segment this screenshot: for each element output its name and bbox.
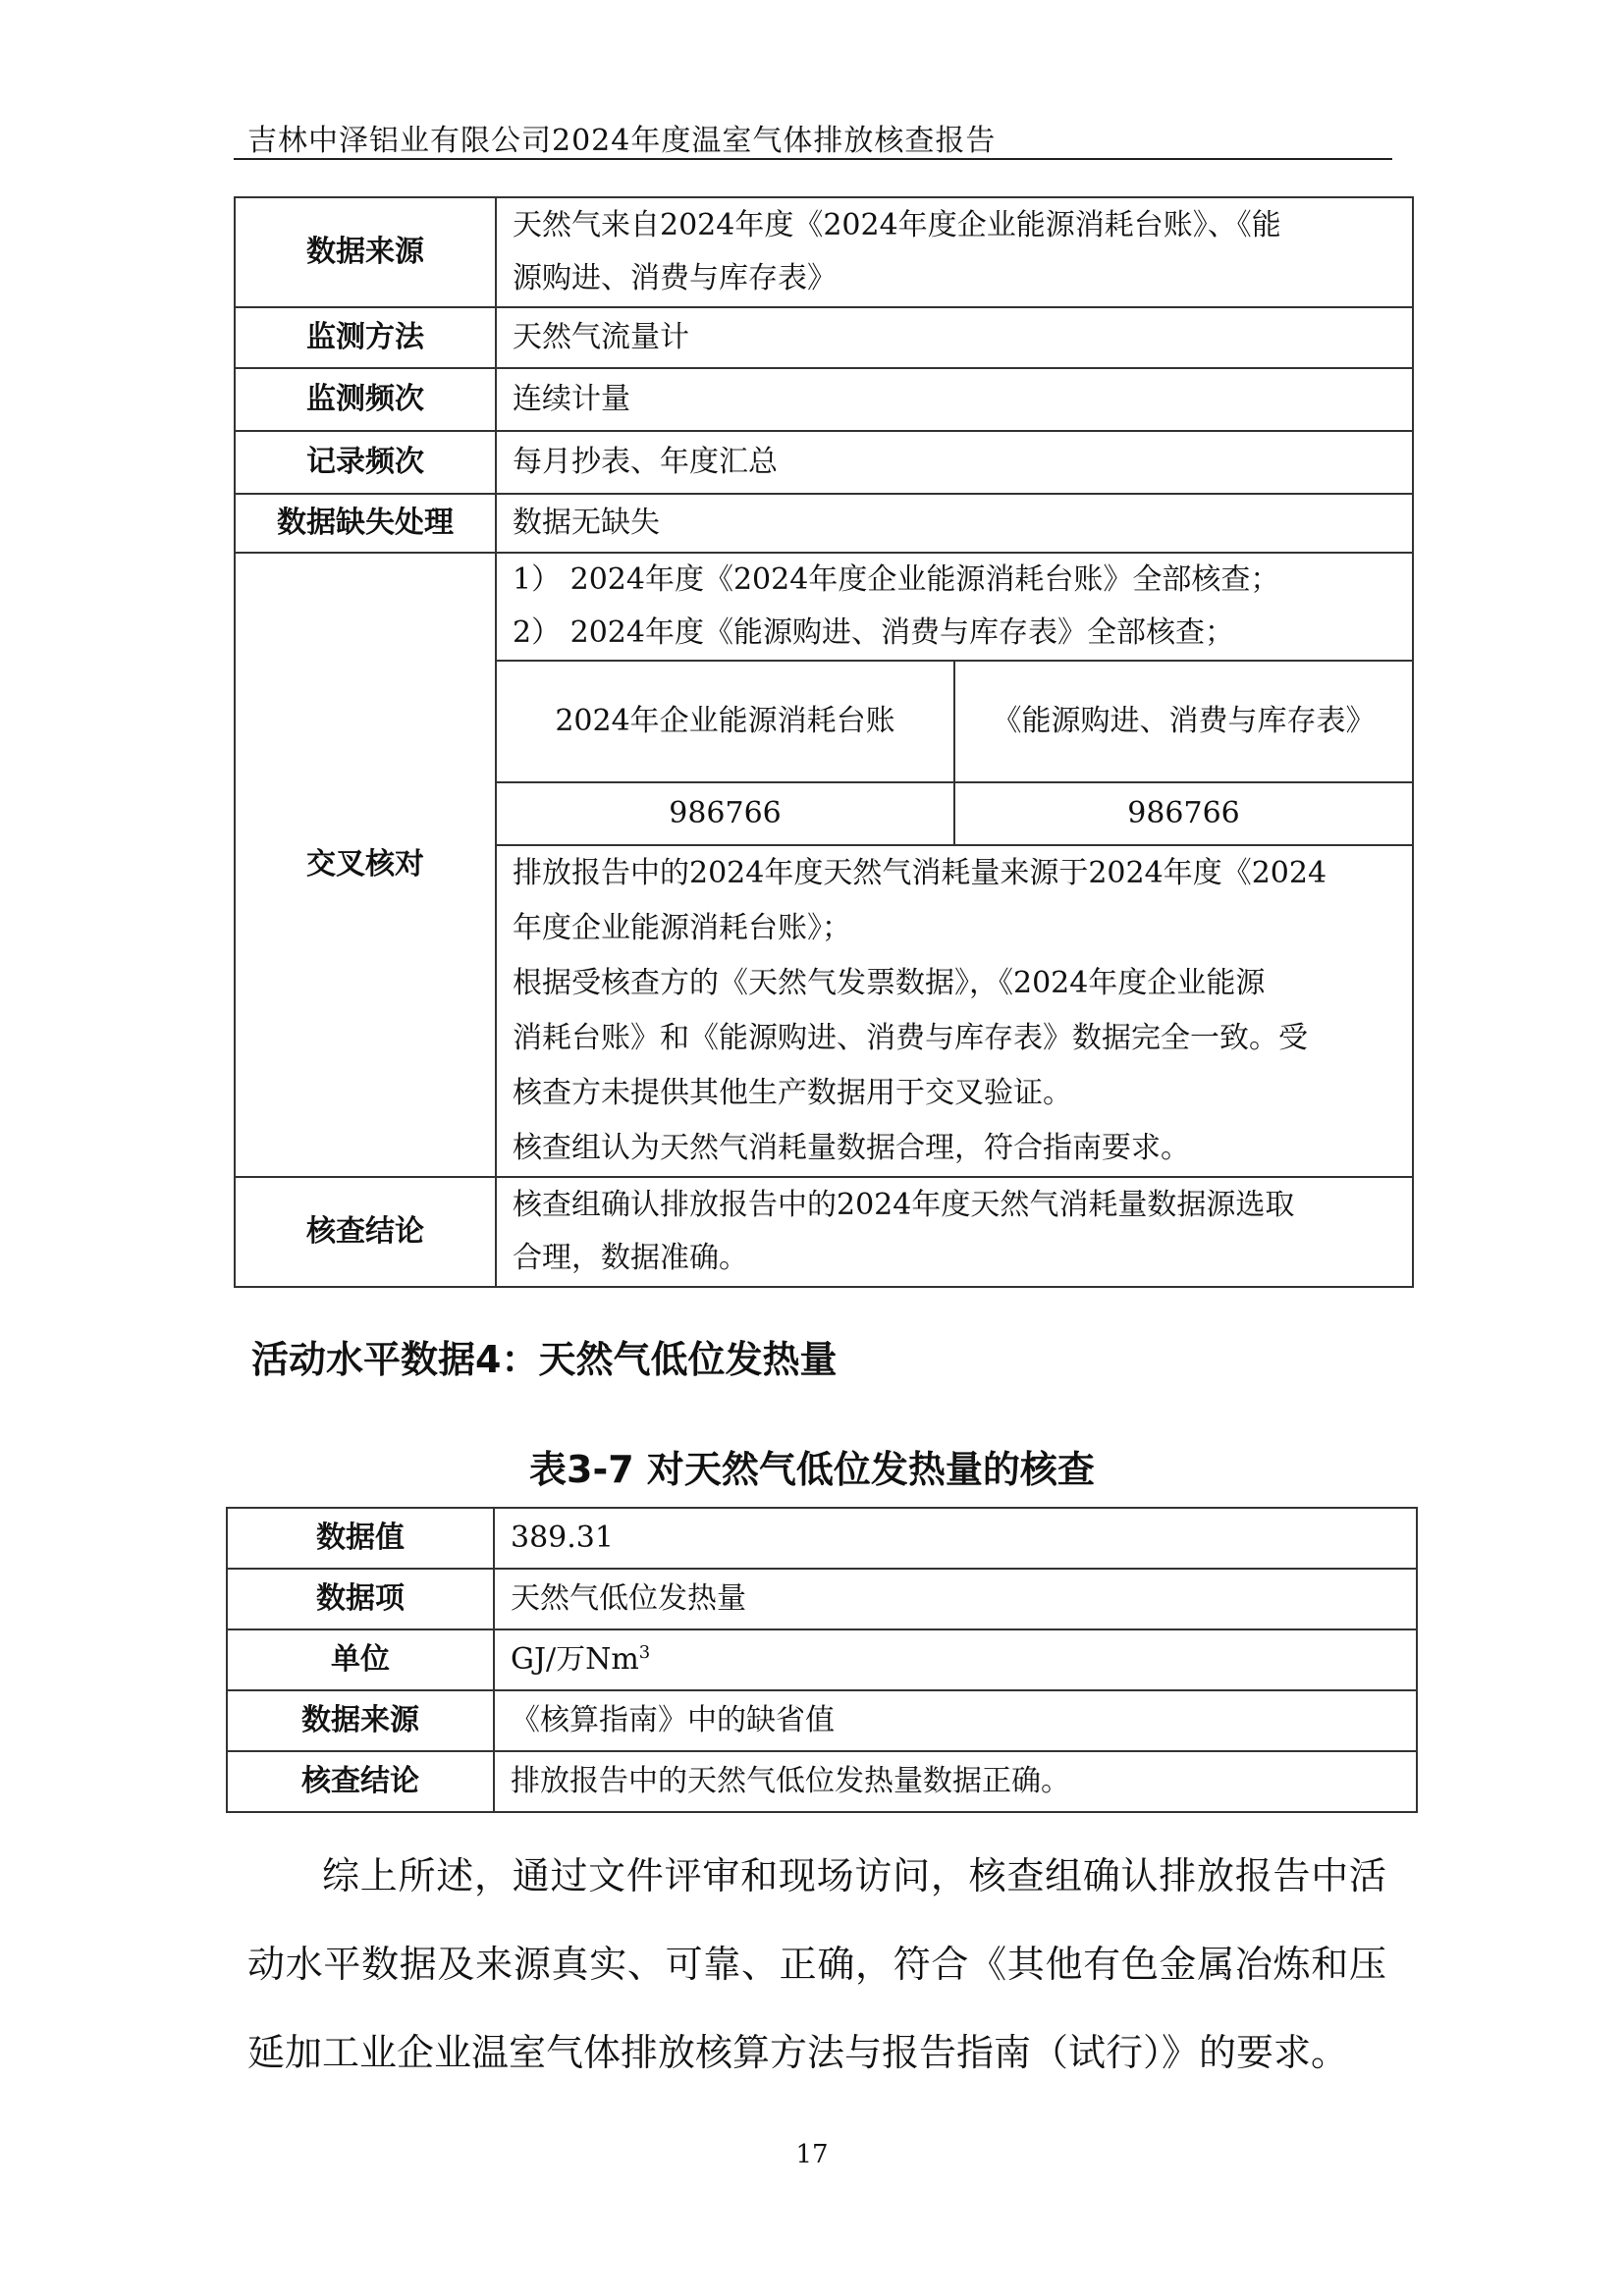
comparison-header: 《能源购进、消费与库存表》 <box>954 661 1412 782</box>
header-divider <box>234 158 1392 160</box>
table-row <box>235 431 1413 494</box>
row-value: 排放报告中的天然气低位发热量数据正确。 <box>494 1751 1417 1812</box>
cross-check-cell <box>496 553 1413 1177</box>
row-value: 天然气低位发热量 <box>494 1569 1417 1629</box>
row-label: 单位 <box>227 1629 494 1690</box>
value-line: 源购进、消费与库存表》 <box>513 261 837 295</box>
comparison-value: 986766 <box>497 782 954 845</box>
row-label: 交叉核对 <box>235 553 496 1177</box>
cross-check-note-line: 核查组认为天然气消耗量数据合理，符合指南要求。 <box>513 1131 1190 1165</box>
row-value: 数据无缺失 <box>496 494 1413 553</box>
natural-gas-consumption-table <box>234 196 1414 1288</box>
comparison-header: 2024年企业能源消耗台账 <box>497 661 954 782</box>
table-row <box>227 1690 1417 1751</box>
section-heading: 活动水平数据4：天然气低位发热量 <box>251 1338 838 1381</box>
row-label: 数据来源 <box>227 1690 494 1751</box>
row-value <box>496 1177 1413 1287</box>
table-row <box>227 1508 1417 1569</box>
cross-check-note-line: 消耗台账》和《能源购进、消费与库存表》数据完全一致。受 <box>513 1021 1308 1055</box>
unit-text: GJ/万Nm <box>511 1642 639 1677</box>
table-row-cross-check <box>235 553 1413 1177</box>
row-value: 天然气流量计 <box>496 307 1413 368</box>
row-label: 监测频次 <box>235 368 496 431</box>
summary-paragraph: 综上所述，通过文件评审和现场访问，核查组确认排放报告中活动水平数据及来源真实、可靠、正确，符合《其他有色金属冶炼和压延加工业企业温室气体排放核算方法与报告指南（试行）》的要求。 <box>247 1854 1386 2074</box>
cross-check-note-line: 根据受核查方的《天然气发票数据》，《2024年度企业能源 <box>513 966 1266 1000</box>
cross-check-intro-line: 1） 2024年度《2024年度企业能源消耗台账》全部核查； <box>513 562 1280 597</box>
row-label: 数据来源 <box>235 197 496 307</box>
row-value: 《核算指南》中的缺省值 <box>494 1690 1417 1751</box>
cross-check-note-line: 核查方未提供其他生产数据用于交叉验证。 <box>513 1076 1072 1110</box>
table-row <box>235 307 1413 368</box>
row-value <box>494 1629 1417 1690</box>
row-value: 每月抄表、年度汇总 <box>496 431 1413 494</box>
row-label: 记录频次 <box>235 431 496 494</box>
comparison-value: 986766 <box>954 782 1412 845</box>
table-caption: 表3-7 对天然气低位发热量的核查 <box>529 1448 1095 1491</box>
row-label: 核查结论 <box>227 1751 494 1812</box>
table-row <box>227 1569 1417 1629</box>
row-label: 数据值 <box>227 1508 494 1569</box>
value-line: 核查组确认排放报告中的2024年度天然气消耗量数据源选取 <box>513 1188 1295 1222</box>
heating-value-table <box>226 1507 1418 1813</box>
row-label: 数据项 <box>227 1569 494 1629</box>
row-label: 核查结论 <box>235 1177 496 1287</box>
row-value: 连续计量 <box>496 368 1413 431</box>
table-row <box>227 1751 1417 1812</box>
table-row <box>235 1177 1413 1287</box>
row-value: 389.31 <box>494 1508 1417 1569</box>
cross-check-note-line: 年度企业能源消耗台账》； <box>513 911 851 945</box>
table-row <box>235 368 1413 431</box>
table-row <box>227 1629 1417 1690</box>
row-label: 数据缺失处理 <box>235 494 496 553</box>
unit-superscript: 3 <box>638 1642 651 1663</box>
cross-check-note-line: 排放报告中的2024年度天然气消耗量来源于2024年度《2024 <box>513 856 1327 890</box>
page-header-title: 吉林中泽铝业有限公司2024年度温室气体排放核查报告 <box>247 124 997 158</box>
row-label: 监测方法 <box>235 307 496 368</box>
value-line: 合理，数据准确。 <box>513 1241 748 1275</box>
table-row <box>235 197 1413 307</box>
table-row <box>235 494 1413 553</box>
cross-check-intro-line: 2） 2024年度《能源购进、消费与库存表》全部核查； <box>513 615 1234 650</box>
row-value <box>496 197 1413 307</box>
page-number: 17 <box>795 2140 829 2169</box>
cross-check-comparison-table <box>497 660 1412 846</box>
value-line: 天然气来自2024年度《2024年度企业能源消耗台账》、《能 <box>513 208 1281 242</box>
